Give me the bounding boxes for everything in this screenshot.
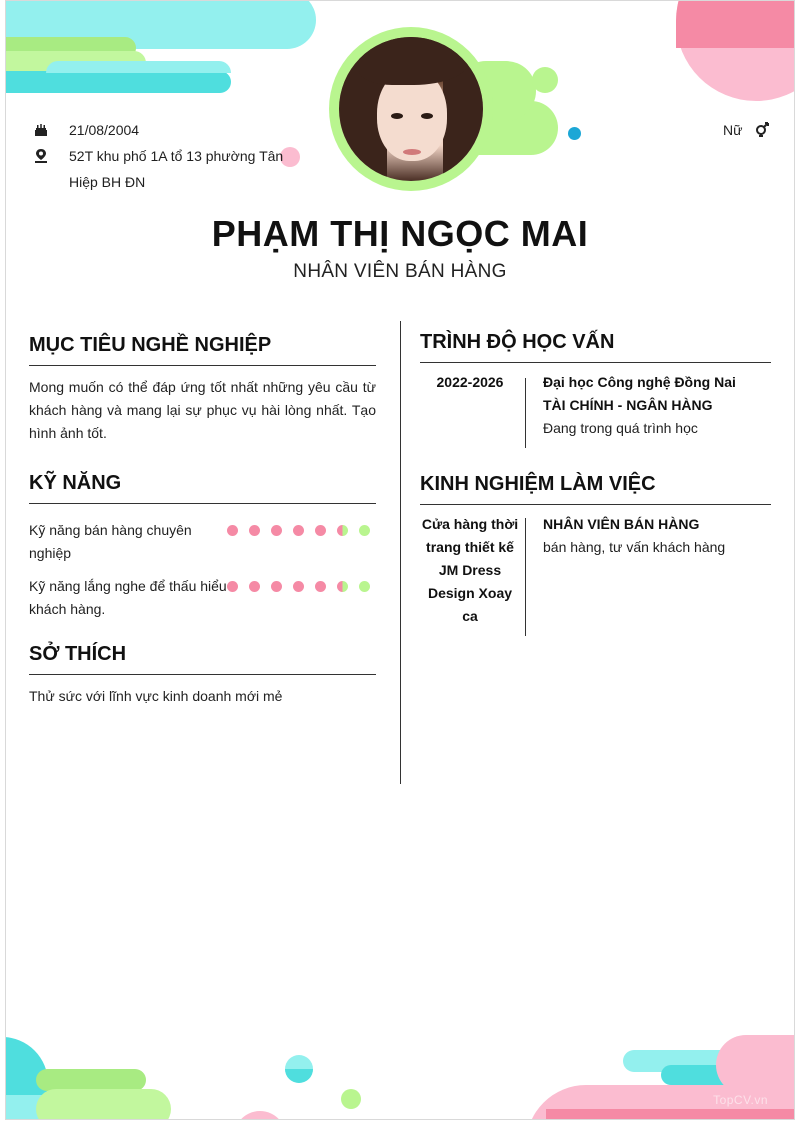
job-title: NHÂN VIÊN BÁN HÀNG xyxy=(293,261,507,282)
timeline-line xyxy=(525,378,526,448)
experience-description: bán hàng, tư vấn khách hàng xyxy=(543,539,726,555)
rating-dot xyxy=(249,525,260,536)
deco-shape xyxy=(36,1069,146,1091)
position-name: NHÂN VIÊN BÁN HÀNG xyxy=(543,516,700,532)
deco-shape xyxy=(341,1089,361,1109)
avatar-frame xyxy=(329,27,493,191)
hobbies-text: Thử sức với lĩnh vực kinh doanh mới mẻ xyxy=(29,688,283,704)
education-status: Đang trong quá trình học xyxy=(543,420,698,436)
skills-title: KỸ NĂNG xyxy=(29,472,122,494)
address-value: 52T khu phố 1A tổ 13 phường Tân Hiệp BH ĐN xyxy=(69,148,284,190)
candidate-name: PHẠM THỊ NGỌC MAI xyxy=(211,213,589,254)
gender-icon xyxy=(754,117,770,143)
major-name: TÀI CHÍNH - NGÂN HÀNG xyxy=(543,397,713,413)
rating-dot xyxy=(271,581,282,592)
deco-shape xyxy=(5,71,231,93)
deco-shape xyxy=(46,61,231,73)
experience-title: KINH NGHIỆM LÀM VIỆC xyxy=(420,473,656,495)
section-rule xyxy=(420,362,771,363)
cv-page xyxy=(5,0,795,1120)
deco-shape xyxy=(285,1069,313,1083)
cake-icon xyxy=(29,117,53,143)
rating-dot xyxy=(227,525,238,536)
company-name: Cửa hàng thời trang thiết kế JM Dress Design Xoay ca xyxy=(421,516,519,624)
rating-dot xyxy=(293,581,304,592)
objective-text: Mong muốn có thể đáp ứng tốt nhất những yêu cầu từ khách hàng và mang lại sự phục vụ hài lòng nhất. Tạo hình ảnh tốt. xyxy=(29,379,376,441)
gender-row xyxy=(723,117,770,143)
location-pin-icon xyxy=(29,143,53,169)
address-row xyxy=(29,143,299,195)
deco-shape xyxy=(568,127,581,140)
school-name: Đại học Công nghệ Đồng Nai xyxy=(543,374,736,390)
deco-shape xyxy=(234,1111,286,1120)
section-rule xyxy=(420,504,771,505)
skill-name: Kỹ năng lắng nghe để thấu hiểu khách hàng. xyxy=(29,578,227,617)
rating-dot xyxy=(227,581,238,592)
birthday-row xyxy=(29,117,139,143)
column-divider xyxy=(400,321,401,784)
objective-title: MỤC TIÊU NGHỀ NGHIỆP xyxy=(29,334,272,356)
skill-name: Kỹ năng bán hàng chuyên nghiệp xyxy=(29,522,192,561)
avatar xyxy=(339,37,483,181)
experience-entry xyxy=(543,513,773,559)
rating-dot xyxy=(337,525,348,536)
rating-dot xyxy=(315,525,326,536)
education-title: TRÌNH ĐỘ HỌC VẤN xyxy=(420,331,615,353)
section-rule xyxy=(29,365,376,366)
deco-shape xyxy=(532,67,558,93)
timeline-line xyxy=(525,518,526,636)
skill-item xyxy=(29,519,379,565)
education-entry xyxy=(543,371,773,440)
birthday-value: 21/08/2004 xyxy=(69,122,140,138)
rating-dot xyxy=(359,581,370,592)
rating-dot xyxy=(249,581,260,592)
deco-shape xyxy=(36,1089,171,1120)
hobbies-title: SỞ THÍCH xyxy=(29,643,127,665)
skill-rating xyxy=(227,525,381,536)
education-date: 2022-2026 xyxy=(436,374,504,390)
skill-rating xyxy=(227,581,381,592)
rating-dot xyxy=(315,581,326,592)
deco-shape xyxy=(546,1109,795,1120)
rating-dot xyxy=(337,581,348,592)
section-rule xyxy=(29,503,376,504)
rating-dot xyxy=(359,525,370,536)
section-rule xyxy=(29,674,376,675)
watermark: TopCV.vn xyxy=(713,1093,768,1107)
deco-shape xyxy=(676,0,795,48)
rating-dot xyxy=(271,525,282,536)
gender-value: Nữ xyxy=(723,122,743,138)
rating-dot xyxy=(293,525,304,536)
skill-item xyxy=(29,575,379,621)
